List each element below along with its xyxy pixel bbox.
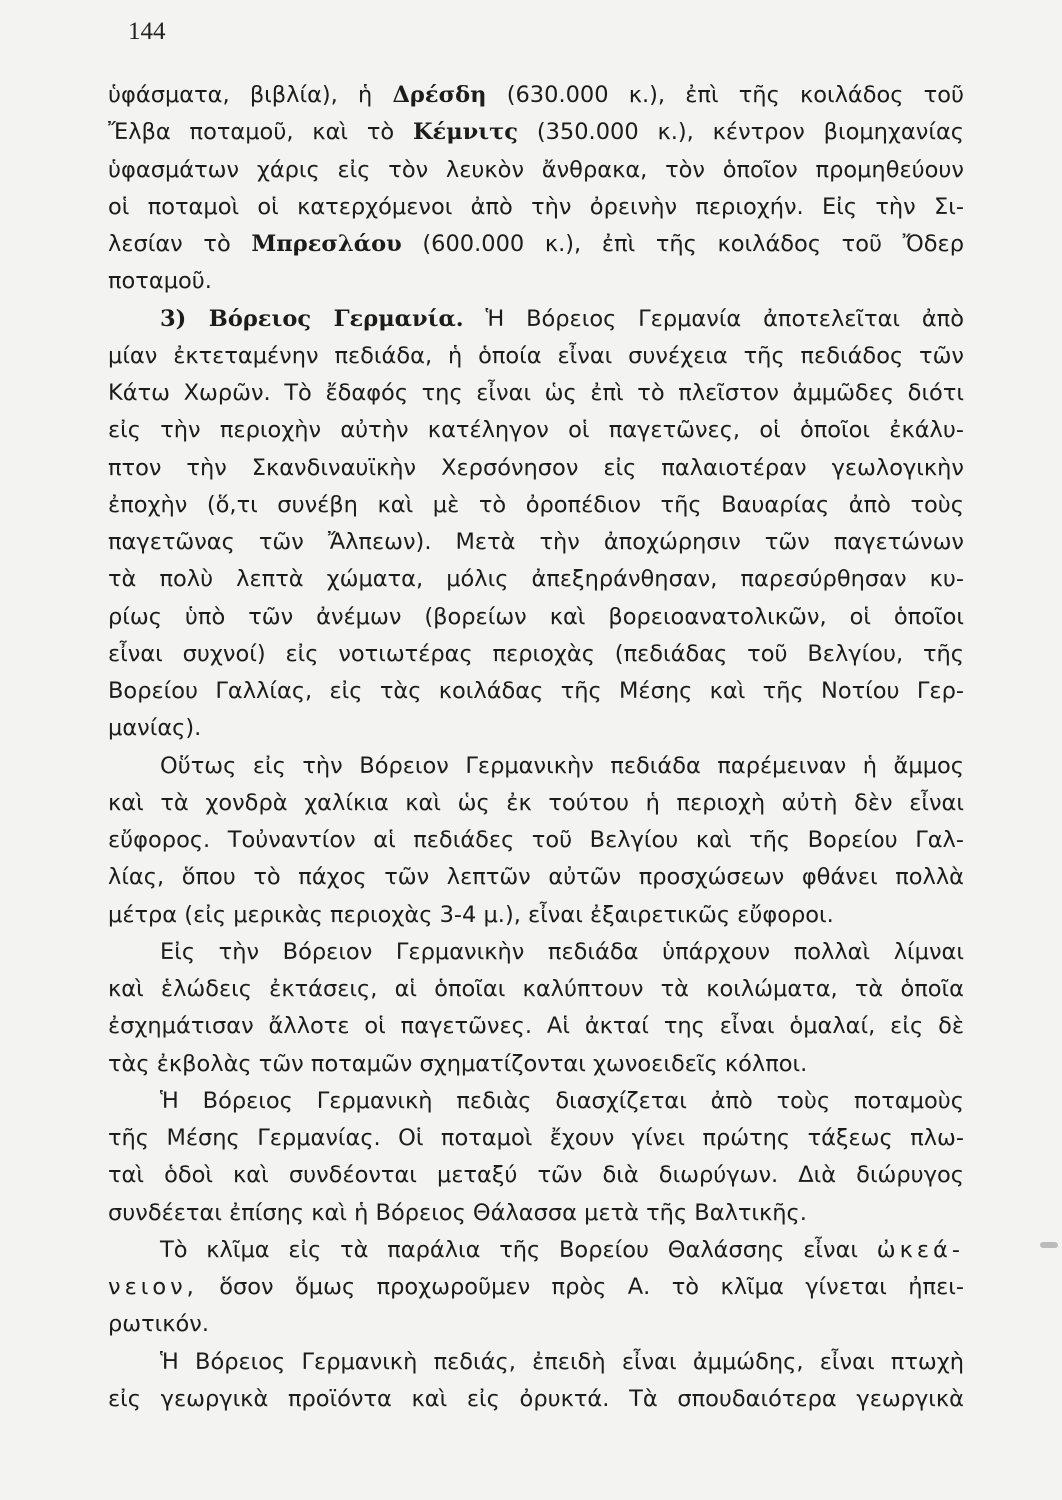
text-run: μέτρα (εἰς μερικὰς περιοχὰς 3-4 μ.), εἶναι ἐξαιρετικῶς εὔφοροι. [108, 901, 834, 928]
text-line [108, 378, 964, 408]
text-line [108, 1309, 964, 1339]
text-run: ρωτικόν. [108, 1311, 210, 1338]
text-run: ρίως ὑπὸ τῶν ἀνέμων (βορείων καὶ βορειοανατολικῶν, οἱ ὁποῖοι [108, 603, 964, 630]
text-line [160, 1086, 964, 1116]
text-line [160, 304, 964, 334]
text-line [108, 341, 964, 371]
text-run: ποταμοῦ. [108, 268, 212, 295]
text-line [108, 676, 964, 706]
text-line [160, 937, 964, 967]
text-run: εὔφορος. Τοὐναντίον αἱ πεδιάδες τοῦ Βελγίου καὶ τῆς Βορείου Γαλ- [108, 827, 964, 853]
text-line [108, 1384, 964, 1414]
text-run: ὅσον ὅμως προχωροῦμεν πρὸς Α. τὸ κλῖμα γίνεται ἠπει- [197, 1274, 964, 1300]
text-run: τὰς ἐκβολὰς τῶν ποταμῶν σχηματίζονται χωνοειδεῖς κόλποι. [108, 1050, 808, 1077]
bold-term: Δρέσδη [392, 82, 487, 108]
text-run: (630.000 κ.), ἐπὶ τῆς κοιλάδος τοῦ [486, 82, 964, 108]
text-line [108, 1160, 964, 1190]
text-line [108, 639, 964, 669]
text-line [108, 527, 964, 557]
text-line [108, 415, 964, 445]
text-line [108, 490, 964, 520]
text-run: πτον τὴν Σκανδιναυϊκὴν Χερσόνησον εἰς παλαιοτέραν γεωλογικὴν [108, 454, 964, 481]
bold-term: Κέμνιτς [412, 119, 519, 146]
text-line [108, 1011, 964, 1041]
text-run: τὰ πολὺ λεπτὰ χώματα, μόλις ἀπεξηράνθησαν, παρεσύρθησαν κυ- [108, 566, 964, 593]
spaced-term: νειον, [108, 1274, 198, 1300]
text-run: ἐσχημάτισαν ἄλλοτε οἱ παγετῶνες. Αἱ ἀκταί της εἶναι ὁμαλαί, εἰς δὲ [108, 1013, 964, 1040]
text-line [108, 453, 964, 483]
text-line [108, 192, 964, 222]
text-run: καὶ τὰ χονδρὰ χαλίκια καὶ ὡς ἐκ τούτου ἡ περιοχὴ αὐτὴ δὲν εἶναι [108, 789, 964, 816]
bold-term: 3) Βόρειος Γερμανία. [160, 305, 464, 332]
page-number: 144 [128, 18, 166, 45]
text-run: λεσίαν τὸ [108, 231, 252, 257]
text-run: (600.000 κ.), ἐπὶ τῆς κοιλάδος τοῦ Ὄδερ [401, 231, 964, 257]
text-run: Οὕτως εἰς τὴν Βόρειον Γερμανικὴν πεδιάδα παρέμειναν ἡ ἄμμος [160, 752, 964, 779]
text-run: Ἡ Βόρειος Γερμανία ἀποτελεῖται ἀπὸ [463, 305, 964, 332]
text-run: Τὸ κλῖμα εἰς τὰ παράλια τῆς Βορείου Θαλάσσης εἶναι [160, 1236, 877, 1263]
text-run: Βορείου Γαλλίας, εἰς τὰς κοιλάδας τῆς Μέσης καὶ τῆς Νοτίου Γερ- [108, 678, 964, 704]
text-run: εἶναι συχνοί) εἰς νοτιωτέρας περιοχὰς (πεδιάδας τοῦ Βελγίου, τῆς [108, 640, 964, 667]
text-run: Εἰς τὴν Βόρειον Γερμανικὴν πεδιάδα ὑπάρχουν πολλαὶ λίμναι [160, 938, 964, 965]
text-line [108, 266, 964, 296]
text-run: εἰς τὴν περιοχὴν αὐτὴν κατέληγον οἱ παγετῶνες, οἱ ὁποῖοι ἐκάλυ- [108, 417, 964, 444]
text-line [108, 825, 964, 855]
text-run: ὑφασμάτων χάρις εἰς τὸν λευκὸν ἄνθρακα, τὸν ὁποῖον προμηθεύουν [108, 156, 964, 183]
text-line [108, 80, 964, 110]
text-run: παγετῶνας τῶν Ἄλπεων). Μετὰ τὴν ἀποχώρησιν τῶν παγετώνων [108, 529, 964, 555]
text-run: εἰς γεωργικὰ προϊόντα καὶ εἰς ὀρυκτά. Τὰ σπουδαιότερα γεωργικὰ [108, 1385, 964, 1412]
text-line [108, 862, 964, 892]
text-run: Ἡ Βόρειος Γερμανικὴ πεδιάς, ἐπειδὴ εἶναι ἀμμώδης, εἶναι πτωχὴ [160, 1348, 964, 1375]
text-run: Κάτω Χωρῶν. Τὸ ἔδαφός της εἶναι ὡς ἐπὶ τὸ πλεῖστον ἀμμῶδες διότι [108, 380, 964, 406]
text-line [108, 564, 964, 594]
spaced-term: ὠκεά- [876, 1236, 964, 1263]
text-line [108, 1049, 964, 1079]
text-run: ἐποχὴν (ὅ,τι συνέβη καὶ μὲ τὸ ὀροπέδιον τῆς Βαυαρίας ἀπὸ τοὺς [108, 491, 964, 518]
text-run: καὶ ἑλώδεις ἐκτάσεις, αἱ ὁποῖαι καλύπτουν τὰ κοιλώματα, τὰ ὁποῖα [108, 976, 964, 1002]
text-run: συνδέεται ἐπίσης καὶ ἡ Βόρειος Θάλασσα μετὰ τῆς Βαλτικῆς. [108, 1199, 807, 1226]
text-run: λίας, ὅπου τὸ πάχος τῶν λεπτῶν αὐτῶν προσχώσεων φθάνει πολλὰ [108, 864, 964, 891]
text-line [108, 602, 964, 632]
text-run: ταὶ ὁδοὶ καὶ συνδέονται μεταξύ τῶν διὰ διωρύγων. Διὰ διώρυγος [108, 1162, 964, 1189]
text-line [160, 1235, 964, 1265]
text-run: (350.000 κ.), κέντρον βιομηχανίας [518, 119, 964, 146]
text-line [108, 1198, 964, 1228]
bold-term: Μπρεσλάου [251, 231, 402, 257]
text-line [108, 1123, 964, 1153]
text-run: μίαν ἐκτεταμένην πεδιάδα, ἡ ὁποία εἶναι συνέχεια τῆς πεδιάδος τῶν [108, 342, 964, 369]
text-line [108, 713, 964, 743]
text-line [108, 229, 964, 259]
text-line [108, 974, 964, 1004]
text-run: ὑφάσματα, βιβλία), ἡ [108, 82, 393, 108]
text-run: οἱ ποταμοὶ οἱ κατερχόμενοι ἀπὸ τὴν ὀρεινὴν περιοχήν. Εἰς τὴν Σι- [108, 193, 964, 220]
text-run: τῆς Μέσης Γερμανίας. Οἱ ποταμοὶ ἔχουν γίνει πρώτης τάξεως πλω- [108, 1125, 964, 1151]
text-run: μανίας). [108, 715, 202, 742]
text-run: Ἔλβα ποταμοῦ, καὶ τὸ [108, 119, 413, 146]
text-line [160, 751, 964, 781]
scan-mark [1040, 1242, 1058, 1248]
text-line [108, 788, 964, 818]
text-line [108, 1272, 964, 1302]
text-line [108, 155, 964, 185]
text-run: Ἡ Βόρειος Γερμανικὴ πεδιὰς διασχίζεται ἀπὸ τοὺς ποταμοὺς [160, 1087, 964, 1114]
text-line [108, 900, 964, 930]
text-line [108, 117, 964, 147]
text-line [160, 1347, 964, 1377]
